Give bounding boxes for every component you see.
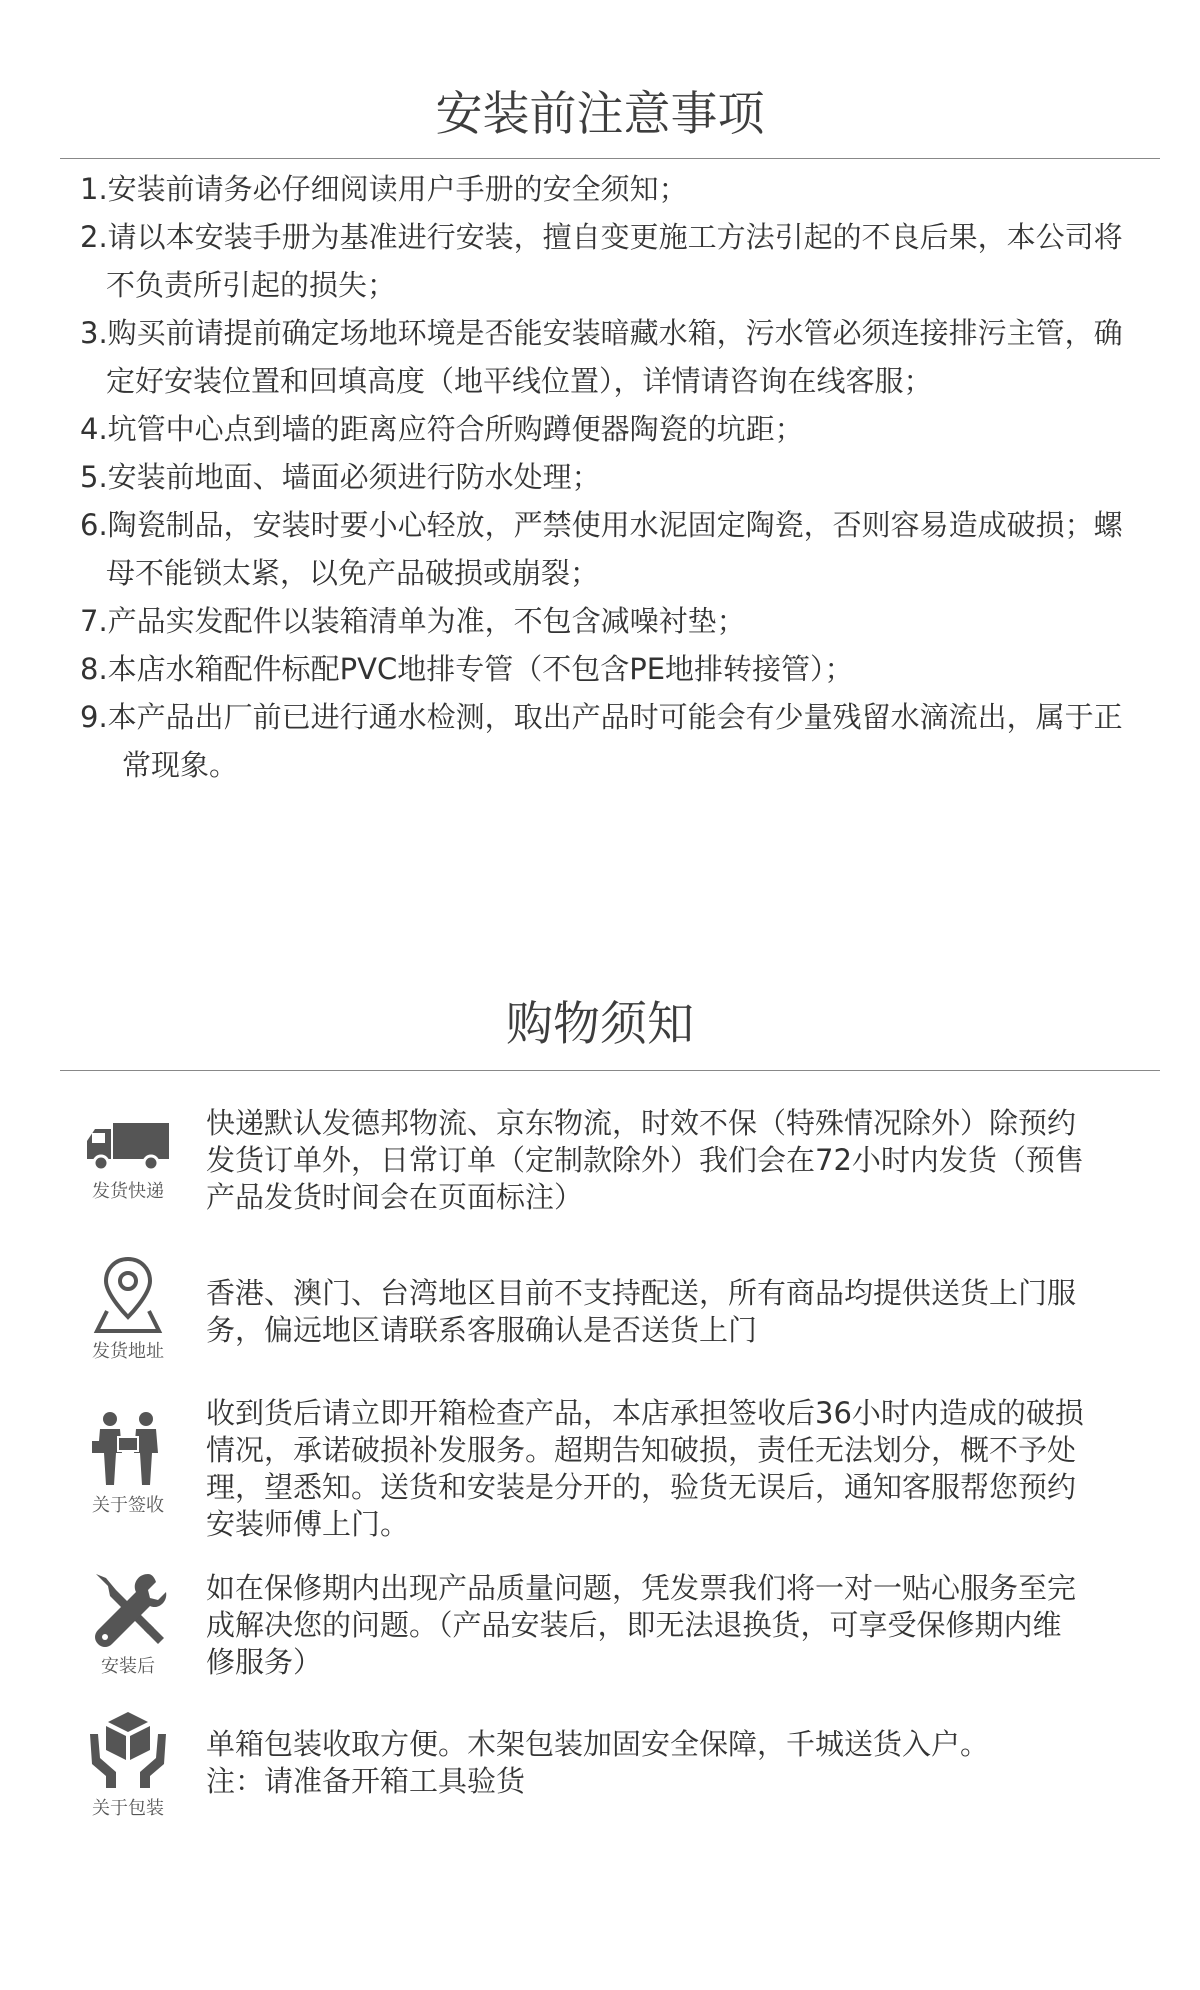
- after-install-icon-label: 安装后: [101, 1656, 155, 1677]
- truck-icon: [85, 1119, 171, 1175]
- install-note-item: 7.产品实发配件以装箱清单为准，不包含减噪衬垫；: [80, 604, 746, 638]
- packaging-icon-label: 关于包装: [92, 1798, 164, 1819]
- map-pin-icon: [93, 1255, 163, 1335]
- install-note-item: 8.本店水箱配件标配PVC地排专管（不包含PE地排转接管）；: [80, 652, 854, 686]
- address-icon-label: 发货地址: [92, 1341, 164, 1362]
- install-note-item: 3.购买前请提前确定场地环境是否能安装暗藏水箱，污水管必须连接排污主管，确定好安装位置和回填高度（地平线位置），详情请咨询在线客服；: [80, 316, 1123, 398]
- address-row: [80, 1255, 1140, 1415]
- signing-icon-block: [80, 1395, 176, 1519]
- install-note-item: 4.坑管中心点到墙的距离应符合所购蹲便器陶瓷的坑距；: [80, 412, 804, 446]
- after-install-icon-block: [80, 1570, 176, 1680]
- packaging-row: [80, 1708, 1140, 1868]
- install-note-item: 5.安装前地面、墙面必须进行防水处理；: [80, 460, 601, 494]
- address-text: 香港、澳门、台湾地区目前不支持配送，所有商品均提供送货上门服 务，偏远地区请联系客服确认是否送货上门: [206, 1276, 1077, 1347]
- install-note-item: 9.本产品出厂前已进行通水检测，取出产品时可能会有少量残留水滴流出，属于正常现象。: [80, 700, 1123, 782]
- packaging-text: 单箱包装收取方便。木架包装加固安全保障，千城送货入户。 注：请准备开箱工具验货: [206, 1727, 990, 1798]
- wrench-screwdriver-icon: [88, 1570, 168, 1650]
- shopping-notes-divider: [60, 1070, 1160, 1071]
- delivery-handover-icon: [88, 1409, 168, 1489]
- install-notes-list: [80, 165, 1130, 789]
- install-notes-divider: [60, 158, 1160, 159]
- install-notes-title: 安装前注意事项: [435, 87, 765, 142]
- packaging-icon-block: [80, 1708, 176, 1822]
- install-note-item: 1.安装前请务必仔细阅读用户手册的安全须知；: [80, 172, 688, 206]
- shipping-text: 快递默认发德邦物流、京东物流，时效不保（特殊情况除外）除预约 发货订单外，日常订单（定制款除外）我们会在72小时内发货（预售 产品发货时间会在页面标注）: [206, 1106, 1084, 1214]
- address-icon-block: [80, 1255, 176, 1365]
- after-install-text: 如在保修期内出现产品质量问题，凭发票我们将一对一贴心服务至完 成解决您的问题。（产品安装后，即无法退换货，可享受保修期内维 修服务）: [206, 1571, 1077, 1679]
- install-note-item: 2.请以本安装手册为基准进行安装，擅自变更施工方法引起的不良后果，本公司将不负责所引起的损失；: [80, 220, 1123, 302]
- package-hands-icon: [86, 1708, 170, 1792]
- signing-icon-label: 关于签收: [92, 1495, 164, 1516]
- shipping-icon-label: 发货快递: [92, 1181, 164, 1202]
- signing-text: 收到货后请立即开箱检查产品，本店承担签收后36小时内造成的破损 情况，承诺破损补发服务。超期告知破损，责任无法划分，概不予处 理，望悉知。送货和安装是分开的，验货无误后，通知客服帮您预约 安装师傅上门。: [206, 1396, 1084, 1541]
- after-install-row: [80, 1570, 1140, 1730]
- signing-row: [80, 1395, 1140, 1555]
- shipping-row: [80, 1105, 1140, 1265]
- shipping-icon-block: [80, 1105, 176, 1205]
- shopping-notes-title: 购物须知: [506, 997, 694, 1052]
- install-note-item: 6.陶瓷制品，安装时要小心轻放，严禁使用水泥固定陶瓷，否则容易造成破损；螺母不能锁太紧，以免产品破损或崩裂；: [80, 508, 1123, 590]
